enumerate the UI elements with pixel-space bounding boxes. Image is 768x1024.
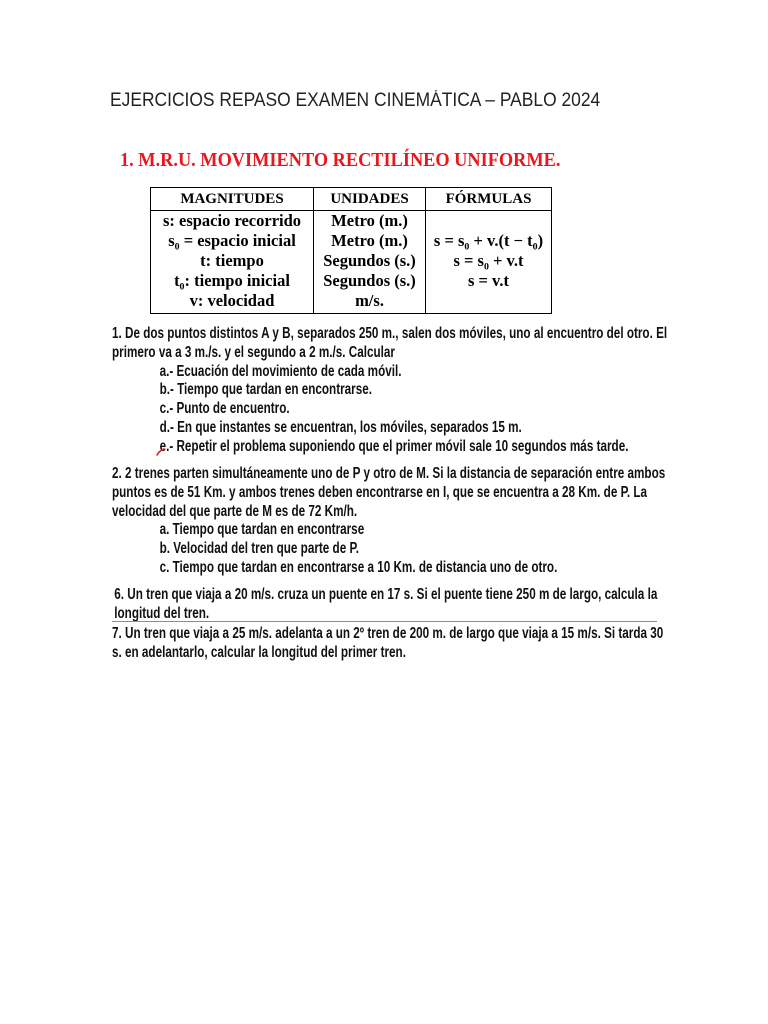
table-cell-unit: Segundos (s.) — [314, 251, 426, 271]
document-title: EJERCICIOS REPASO EXAMEN CINEMÁTICA – PABLO 2024 — [110, 90, 601, 111]
table-row — [151, 251, 552, 271]
exercise-2-text — [112, 465, 666, 578]
table-cell-formula: s = s₀ + v.(t − t₀) — [426, 231, 552, 251]
exercise-2-statement-line: 2. 2 trenes parten simultáneamente uno de P y otro de M. Si la distancia de separación entre ambos — [112, 465, 666, 482]
table-header-magnitudes: MAGNITUDES — [151, 188, 314, 211]
table-cell-magnitude: v: velocidad — [151, 291, 314, 314]
section-heading: 1. M.R.U. MOVIMIENTO RECTILÍNEO UNIFORME. — [120, 149, 561, 171]
exercise-1-text — [112, 325, 668, 457]
exercise-1-subitem-b: b.- Tiempo que tardan en encontrarse. — [159, 381, 372, 399]
exercise-1-subitem-a: a.- Ecuación del movimiento de cada móvil. — [159, 362, 402, 380]
table-header-row — [151, 188, 552, 211]
exercise-1-statement-line: primero va a 3 m./s. y el segundo a 2 m./s. Calcular — [112, 343, 395, 361]
exercise-1-subitem-e: e.- Repetir el problema suponiendo que el primer móvil sale 10 segundos más tarde. — [159, 437, 629, 455]
table-cell-unit: Metro (m.) — [314, 231, 426, 251]
table-cell-unit: Metro (m.) — [314, 211, 426, 232]
exercise-6-text — [112, 586, 663, 624]
table-header-formulas: FÓRMULAS — [426, 188, 552, 211]
exercise-6 — [112, 586, 672, 624]
table-header-unidades: UNIDADES — [314, 188, 426, 211]
table-cell-formula — [426, 211, 552, 232]
table-row — [151, 211, 552, 232]
table-row — [151, 231, 552, 251]
exercise-2 — [112, 465, 672, 578]
table-cell-formula: s = s₀ + v.t — [426, 251, 552, 271]
table-cell-unit: Segundos (s.) — [314, 271, 426, 291]
exercise-2-statement-line: puntos es de 51 Km. y ambos trenes deben encontrarse en I, que se encuentra a 28 Km. de P. La — [112, 483, 648, 501]
exercise-2-subitem-c: c. Tiempo que tardan en encontrarse a 10 Km. de distancia uno de otro. — [159, 558, 558, 576]
exercise-7-text — [112, 625, 663, 663]
exercise-7-statement-line: 7. Un tren que viaja a 25 m/s. adelanta a un 2º tren de 200 m. de largo que viaja a 15 m/s. Si tarda 30 — [112, 625, 664, 642]
exercise-1-statement-line: 1. De dos puntos distintos A y B, separados 250 m., salen dos móviles, uno al encuentro del otro. El — [112, 325, 668, 342]
blue-divider-line — [112, 621, 657, 622]
table-row — [151, 291, 552, 314]
table-cell-magnitude: s: espacio recorrido — [151, 211, 314, 232]
table-cell-formula — [426, 291, 552, 314]
exercise-7 — [112, 625, 672, 663]
exercise-2-subitem-b: b. Velocidad del tren que parte de P. — [159, 540, 360, 558]
table-cell-magnitude: t: tiempo — [151, 251, 314, 271]
exercise-2-statement-line: velocidad del que parte de M es de 72 Km/h. — [112, 502, 358, 520]
exercise-1-subitem-c: c.- Punto de encuentro. — [159, 400, 290, 418]
exercise-7-statement-line: s. en adelantarlo, calcular la longitud del primer tren. — [112, 643, 406, 661]
red-pen-mark — [156, 448, 166, 456]
table-row — [151, 271, 552, 291]
exercise-6-statement-line: 6. Un tren que viaja a 20 m/s. cruza un puente en 17 s. Si el puente tiene 250 m de largo, calcula la — [114, 586, 658, 603]
table-cell-formula: s = v.t — [426, 271, 552, 291]
table-cell-magnitude: t₀: tiempo inicial — [151, 271, 314, 291]
exercise-6-statement-line: longitud del tren. — [114, 604, 210, 622]
table-cell-unit: m/s. — [314, 291, 426, 314]
formula-table — [150, 187, 552, 314]
exercise-1-subitem-d: d.- En que instantes se encuentran, los móviles, separados 15 m. — [159, 418, 522, 436]
table-cell-magnitude: s₀ = espacio inicial — [151, 231, 314, 251]
exercise-2-subitem-a: a. Tiempo que tardan en encontrarse — [159, 521, 365, 539]
exercise-1 — [112, 325, 672, 457]
